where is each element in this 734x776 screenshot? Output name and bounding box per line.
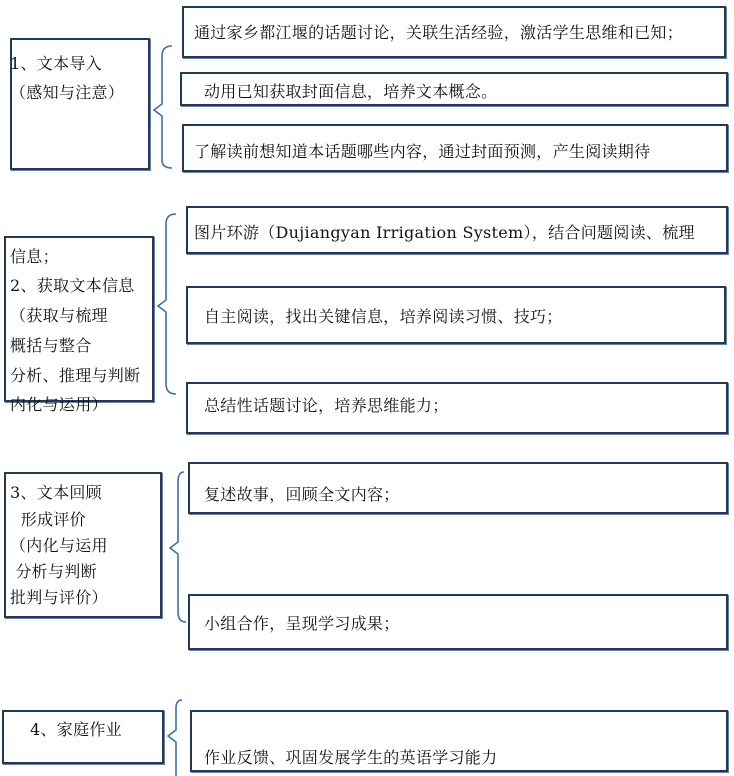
section-3-label-line-5: 批判与评价） (10, 588, 108, 607)
section-1-label-line-1: 1、文本导入 (10, 54, 102, 73)
section-3-label-line-4: 分析与判断 (10, 562, 97, 581)
section-2-label-line-2: 2、获取文本信息 (10, 276, 135, 295)
section-1-item-2-text: 动用已知获取封面信息，培养文本概念。 (204, 82, 498, 101)
section-1-label-line-2: （感知与注意） (10, 83, 125, 102)
section-1-item-1-text: 通过家乡都江堰的话题讨论，关联生活经验，激活学生思维和已知； (194, 23, 684, 42)
section-3-label-line-2: 形成评价 (10, 510, 86, 529)
brace-section-1 (154, 46, 172, 168)
brace-section-3 (170, 472, 186, 622)
section-2-label-line-4: 概括与整合 (10, 336, 92, 355)
section-2-label-line-6: 内化与运用） (10, 395, 108, 414)
section-3-label-line-3: （内化与运用 (10, 536, 108, 555)
brace-section-4 (168, 700, 182, 776)
section-2-label-line-1: 信息； (10, 247, 59, 266)
section-2-label-line-5: 分析、推理与判断 (10, 366, 141, 385)
section-2-item-3-text: 总结性话题讨论，培养思维能力； (204, 396, 449, 415)
section-2-label-line-3: （获取与梳理 (10, 306, 108, 325)
section-4-label-line-1: 4、家庭作业 (30, 720, 122, 739)
brace-section-2 (158, 214, 176, 394)
section-3-item-2-text: 小组合作，呈现学习成果； (204, 614, 400, 633)
section-4-item-1-text: 作业反馈、巩固发展学生的英语学习能力 (204, 748, 498, 767)
section-1-item-3-text: 了解读前想知道本话题哪些内容，通过封面预测，产生阅读期待 (194, 142, 651, 161)
section-3-label-line-1: 3、文本回顾 (10, 483, 102, 502)
section-2-item-2-text: 自主阅读，找出关键信息，培养阅读习惯、技巧； (204, 307, 563, 326)
section-3-item-1-text: 复述故事，回顾全文内容； (204, 485, 400, 504)
section-2-item-1-text: 图片环游（Dujiangyan Irrigation System），结合问题阅读、梳理 (194, 223, 695, 242)
